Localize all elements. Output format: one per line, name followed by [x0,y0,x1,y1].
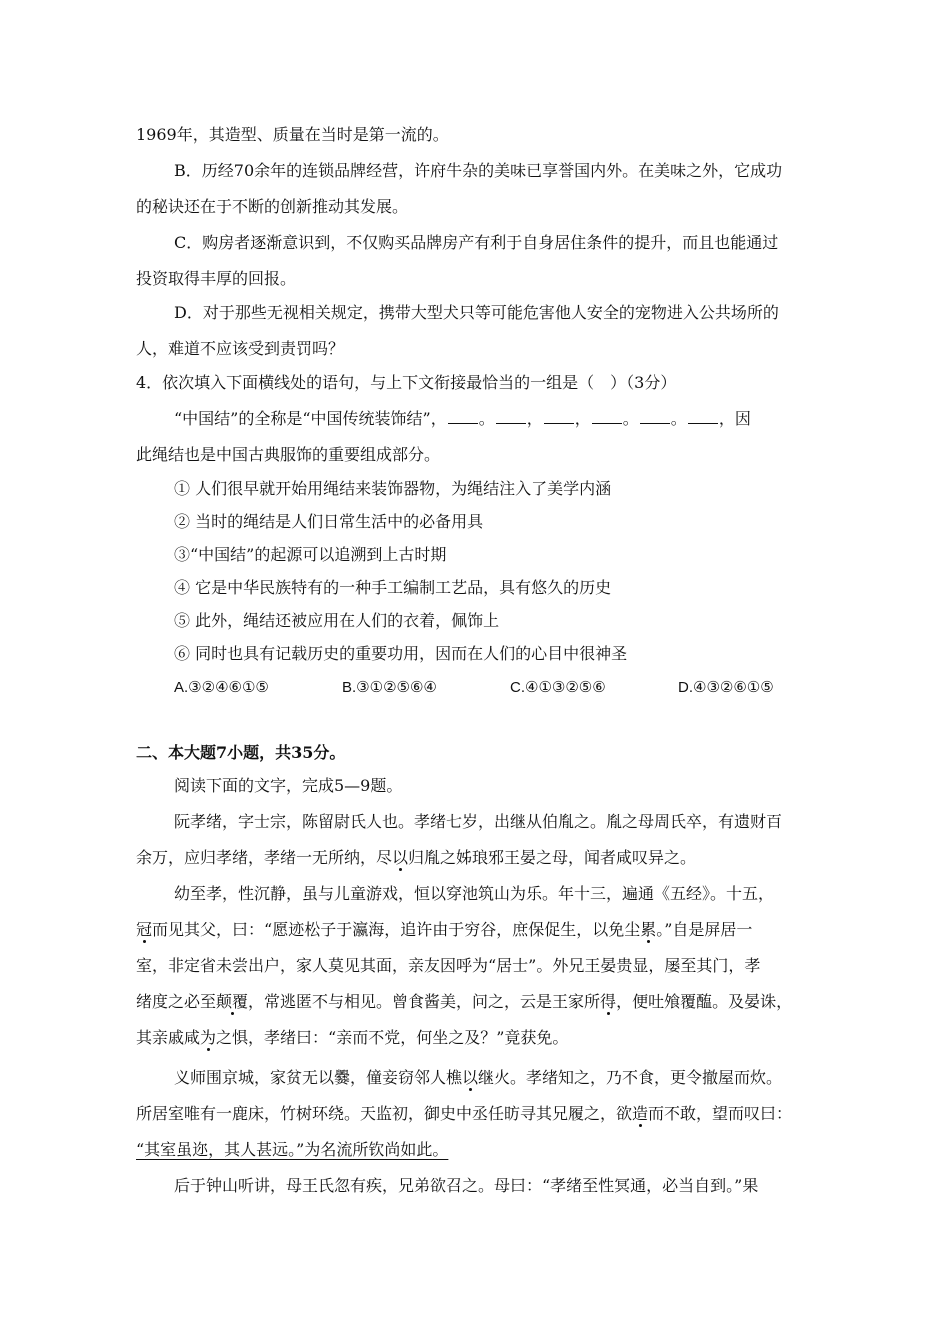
q4-option-c[interactable]: C.④①③②⑤⑥ [510,679,606,696]
passage-p2-line4 [0,991,950,1013]
q4-option-d[interactable]: D.④③②⑥①⑤ [678,679,774,696]
q4-passage-start: “中国结”的全称是“中国传统装饰结”， [174,409,447,428]
passage-text: 。”自是屏居一 [656,920,753,939]
fill-blank-5[interactable] [640,408,670,424]
fill-blank-1[interactable] [448,408,478,424]
passage-p3-line2 [0,1103,950,1125]
emphasis-dot-char: 以 [392,848,409,867]
emphasis-dot-char: 以 [462,1068,479,1087]
section-instruction: 阅读下面的文字，完成5—9题。 [174,776,403,795]
passage-text: 其亲戚咸 [136,1028,201,1047]
passage-p2-line3: 室，非定省未尝出户，家人莫见其面，亲友因呼为“居士”。外兄王晏贵显，屡至其门，孝 [136,956,761,975]
passage-text: ，便吐飧覆醢。及晏诛， [616,992,793,1011]
emphasis-dot-char: 冠 [136,920,153,939]
q4-passage-line2: 此绳结也是中国古典服饰的重要组成部分。 [136,445,441,464]
q3-option-c-line2: 投资取得丰厚的回报。 [136,269,297,288]
passage-p1-line1: 阮孝绪，字士宗，陈留尉氏人也。孝绪七岁，出继从伯胤之。胤之母周氏卒，有遗财百 [174,812,783,831]
q4-options [0,677,950,699]
q4-separator: ， [526,409,543,428]
q3-option-d-line2: 人，难道不应该受到责罚吗？ [136,339,345,358]
q4-separator: 。 [670,409,687,428]
q4-separator: 。 [478,409,495,428]
passage-p3-line1 [0,1067,950,1089]
fill-blank-3[interactable] [544,408,574,424]
passage-text: 绪度之必至 [136,992,217,1011]
q4-item-4: ④ 它是中华民族特有的一种手工编制工艺品，具有悠久的历史 [174,578,612,597]
fill-blank-6[interactable] [688,408,718,424]
passage-text: 而不敢，望而叹曰： [648,1104,793,1123]
emphasis-dot-char: 为 [200,1028,217,1047]
emphasis-dot-char: 颠覆 [216,992,249,1011]
q4-option-b[interactable]: B.③①②⑤⑥④ [342,679,437,696]
passage-text: 继火。孝绪知之，乃不食，更令撤屋而炊。 [478,1068,783,1087]
q3-option-a-continuation: 1969年，其造型、质量在当时是第一流的。 [136,125,449,144]
q3-option-b-line1: B．历经70余年的连锁品牌经营，许府牛杂的美味已享誉国内外。在美味之外，它成功 [174,161,783,180]
fill-blank-4[interactable] [592,408,622,424]
passage-p4-line1: 后于钟山听讲，母王氏忽有疾，兄弟欲召之。母曰：“孝绪至性冥通，必当自到。”果 [174,1176,759,1195]
passage-text: 义师围京城，家贫无以爨，僮妾窃邻人樵 [174,1068,463,1087]
q3-option-b-line2: 的秘诀还在于不断的创新推动其发展。 [136,197,409,216]
fill-blank-2[interactable] [496,408,526,424]
q4-item-2: ② 当时的绳结是人们日常生活中的必备用具 [174,512,484,531]
q3-option-d-line1: D．对于那些无视相关规定，携带大型犬只等可能危害他人安全的宠物进入公共场所的 [174,303,779,322]
q4-item-3: ③“中国结”的起源可以追溯到上古时期 [174,545,447,564]
passage-text: 而见其父，曰：“愿迹松子于瀛海，追许由于穷谷，庶保促生，以免尘 [152,920,641,939]
emphasis-dot-char: 得 [600,992,617,1011]
passage-p1-line2 [0,847,950,869]
emphasis-dot-char: 累 [640,920,657,939]
section-heading: 二、本大题7小题，共35分。 [136,743,346,762]
q4-separator: 。 [622,409,639,428]
passage-text: 之惧，孝绪曰：“亲而不党，何坐之及？”竟获免。 [216,1028,569,1047]
passage-text: 归胤之姊琅邪王晏之母，闻者咸叹异之。 [408,848,697,867]
q4-stem: 4．依次填入下面横线处的语句，与上下文衔接最恰当的一组是（ ）（3分） [136,373,677,392]
q3-option-c-line1: C．购房者逐渐意识到，不仅购买品牌房产有利于自身居住条件的提升，而且也能通过 [174,233,779,252]
q4-option-a[interactable]: A.③②④⑥①⑤ [174,679,269,696]
q4-separator: ，因 [718,409,751,428]
passage-text: 所居室唯有一鹿床，竹树环绕。天监初，御史中丞任昉寻其兄履之，欲 [136,1104,633,1123]
q4-item-6: ⑥ 同时也具有记载历史的重要功用，因而在人们的心目中很神圣 [174,644,628,663]
q4-item-1: ① 人们很早就开始用绳结来装饰器物，为绳结注入了美学内涵 [174,479,612,498]
passage-p2-line5 [0,1027,950,1049]
passage-text: 余万，应归孝绪，孝绪一无所纳，尽 [136,848,393,867]
passage-p2-line1: 幼至孝，性沉静，虽与儿童游戏，恒以穿池筑山为乐。年十三，遍通《五经》。十五， [174,884,775,903]
emphasis-dot-char: 造 [632,1104,649,1123]
passage-p3-line3 [0,1139,950,1161]
underlined-sentence: “其室虽迩，其人甚远。”为名流所钦尚如此。 [136,1140,449,1159]
passage-text: ，常逃匿不与相见。曾食酱美，问之，云是王家所 [248,992,601,1011]
q4-separator: ， [574,409,591,428]
q4-item-5: ⑤ 此外，绳结还被应用在人们的衣着，佩饰上 [174,611,500,630]
q4-passage-line1 [0,408,950,430]
passage-p2-line2 [0,919,950,941]
